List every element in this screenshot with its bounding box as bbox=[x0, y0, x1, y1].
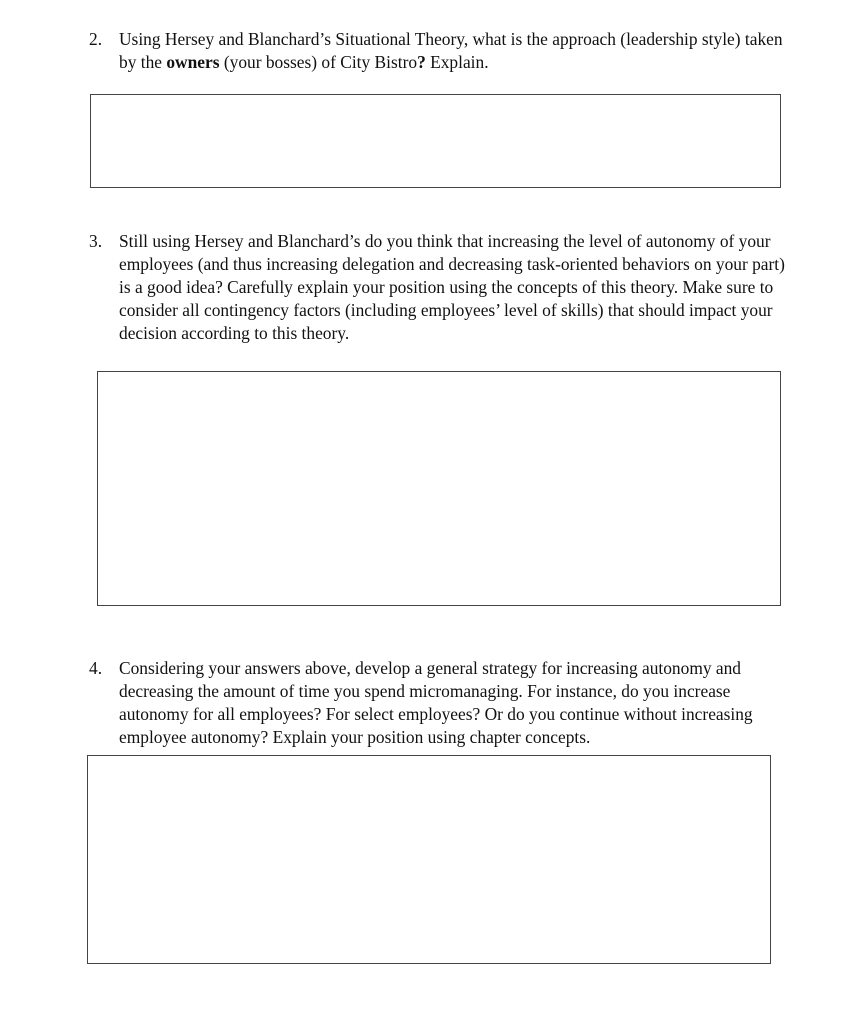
question-text bbox=[119, 28, 789, 74]
answer-box-question-2[interactable] bbox=[90, 94, 781, 188]
question-text: Still using Hersey and Blanchard’s do you think that increasing the level of autonomy of your employees (and thus increasing delegation and decreasing task-oriented behaviors on your part) is a good idea? Carefully explain your position using the concepts of this theory. Make sure to consider all contingency factors (including employees’ level of skills) that should impact your decision according to this theory. bbox=[119, 231, 785, 343]
question-text-part: (your bosses) of City Bistro bbox=[219, 52, 418, 72]
question-number: 4. bbox=[89, 658, 103, 678]
answer-box-question-4[interactable] bbox=[87, 755, 771, 964]
question-bold-mark: ? bbox=[417, 52, 426, 72]
question-bold-owners: owners bbox=[166, 52, 220, 72]
question-text: Considering your answers above, develop a general strategy for increasing autonomy and decreasing the amount of time you spend micromanaging. For instance, do you increase autonomy for all employees? For select employees? Or do you continue without increasing employee autonomy? Explain your position using chapter concepts. bbox=[119, 658, 753, 747]
question-3 bbox=[89, 230, 789, 345]
question-number: 2. bbox=[89, 29, 103, 49]
answer-box-question-3[interactable] bbox=[97, 371, 781, 606]
question-4 bbox=[89, 657, 789, 749]
question-text-part: Using Hersey and Blanchard’s Situational Theory, what is the approach (leadership style) taken by the bbox=[119, 29, 783, 72]
question-text-part: Explain. bbox=[425, 52, 489, 72]
question-2 bbox=[89, 28, 789, 74]
question-number: 3. bbox=[89, 231, 103, 251]
